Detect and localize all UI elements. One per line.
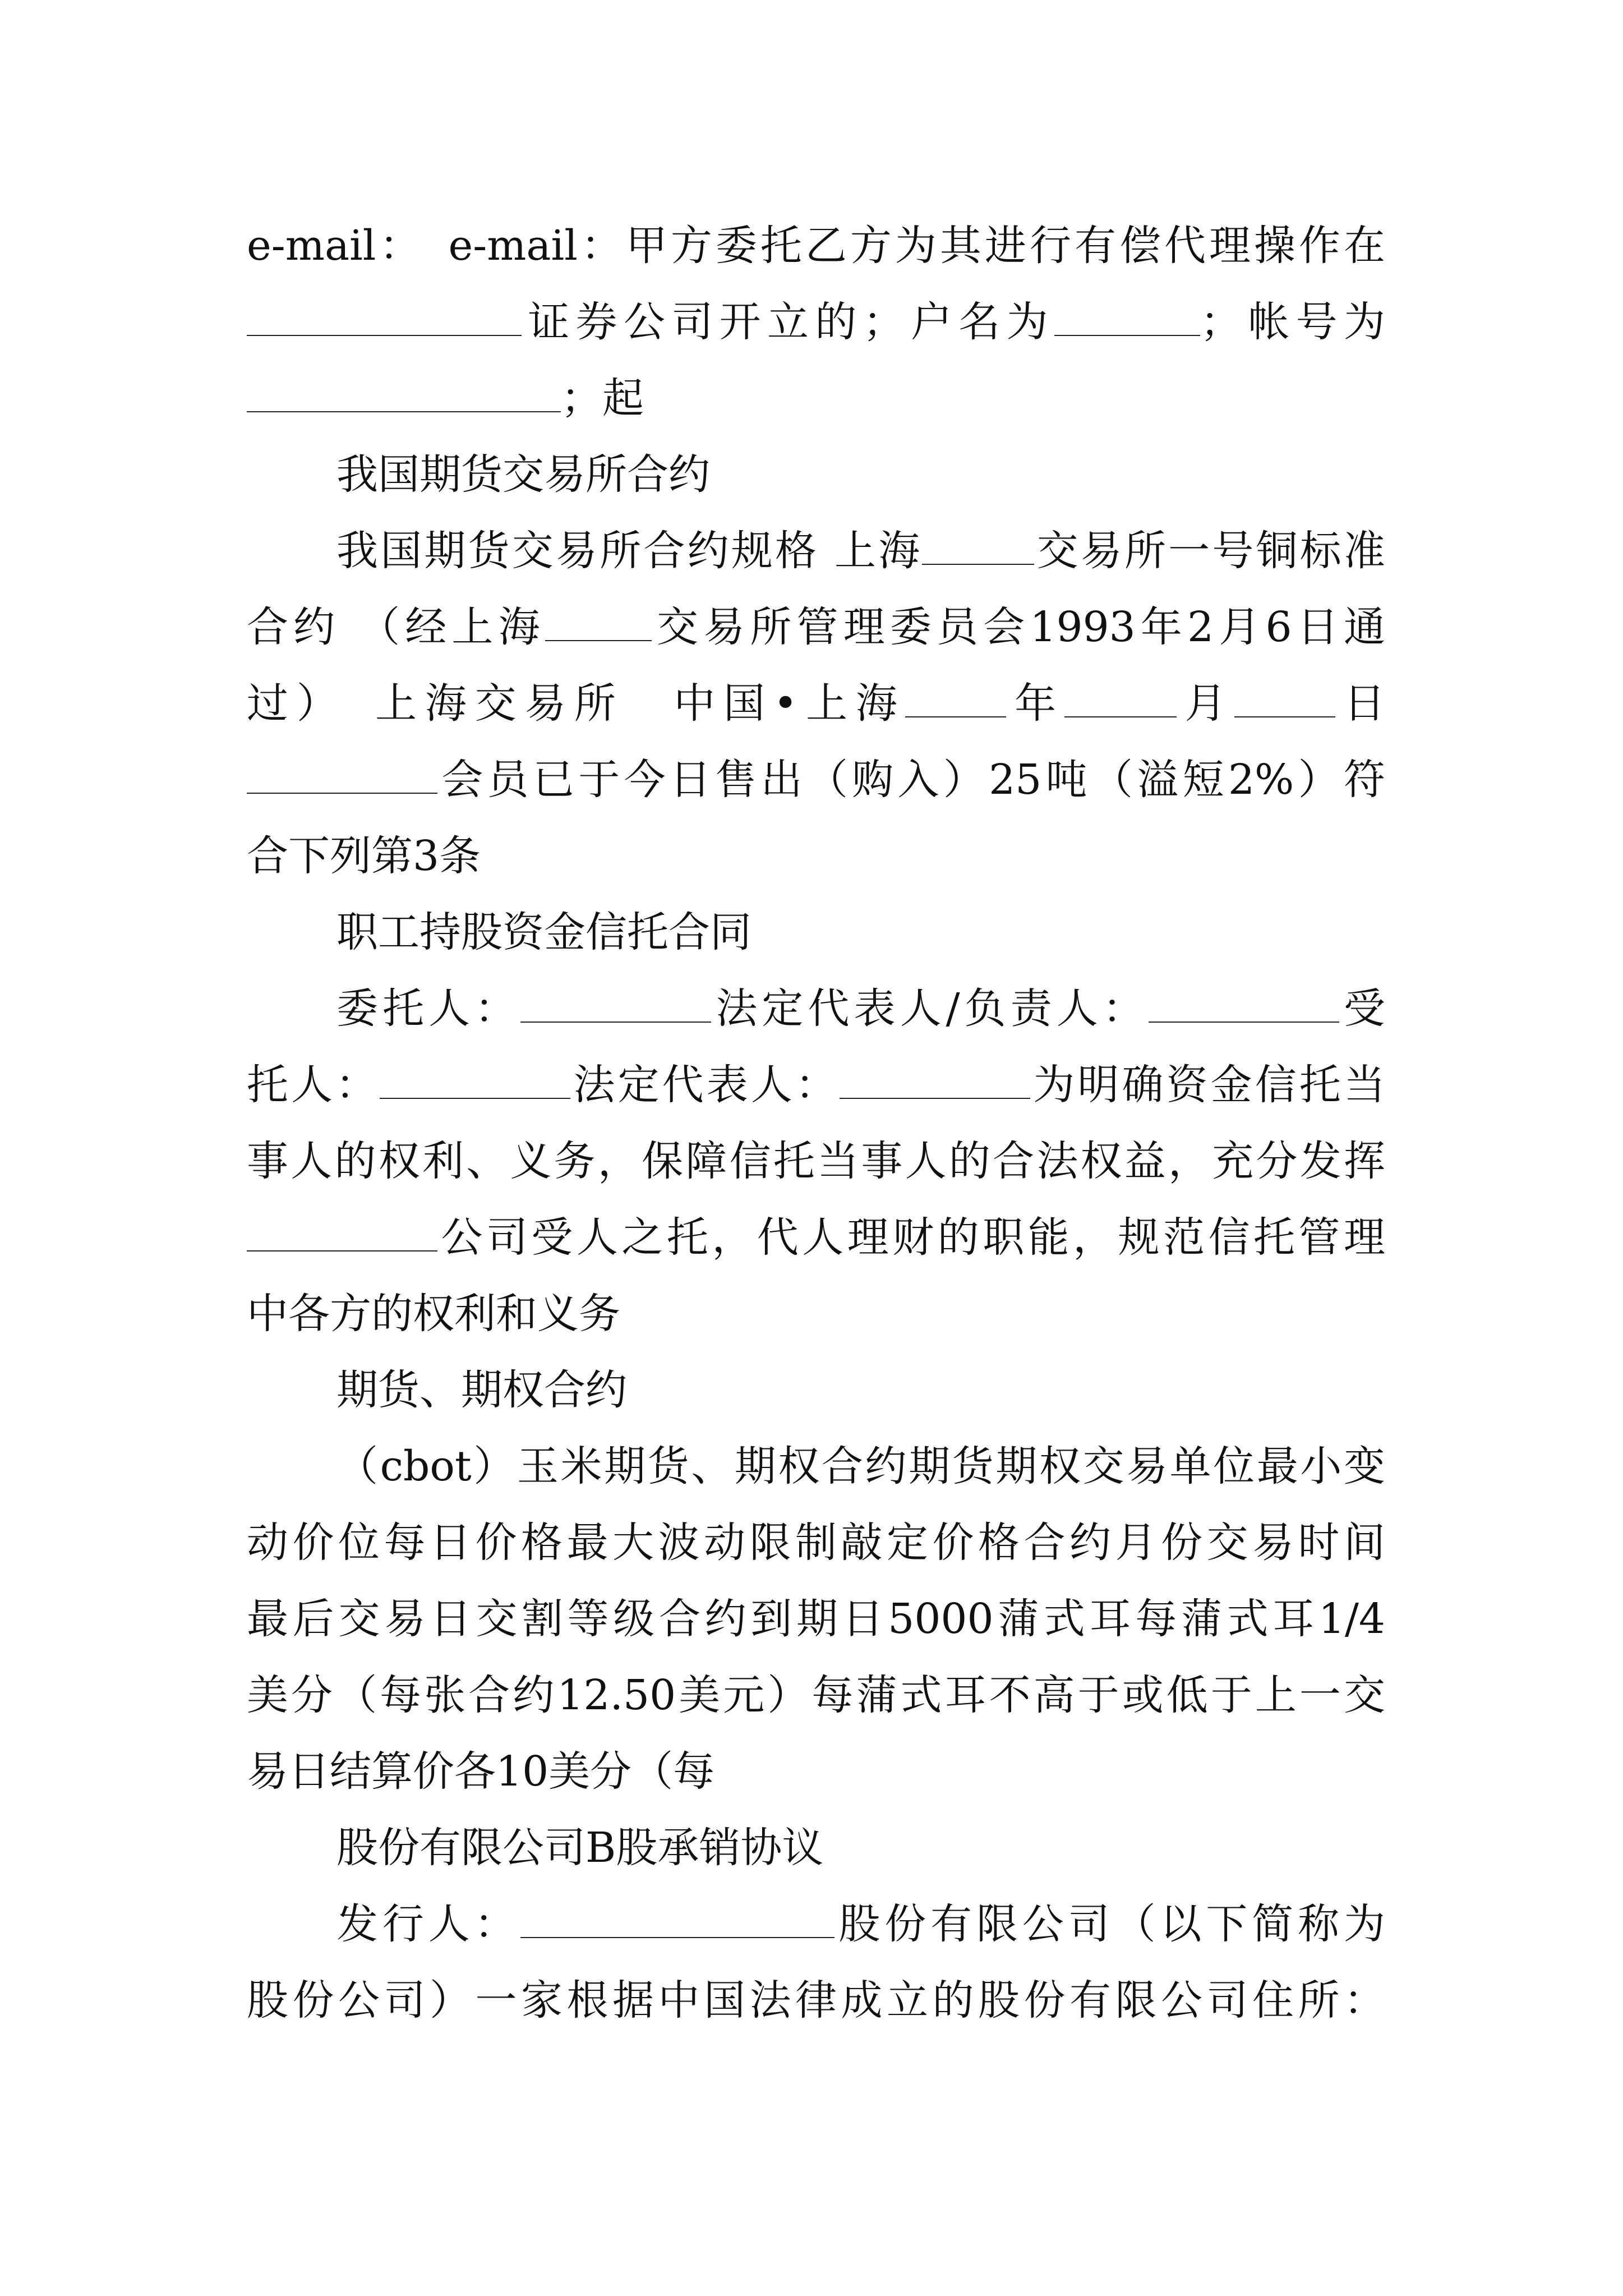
text-line: 事人的权利、义务，保障信托当事人的合法权益，充分发挥 xyxy=(247,1137,1385,1185)
blank-field xyxy=(380,1064,570,1099)
blank-field xyxy=(1149,988,1339,1023)
section-heading: 股份有限公司B股承销协议 xyxy=(336,1824,824,1872)
blank-field xyxy=(520,988,711,1023)
blank-field xyxy=(520,1903,834,1938)
text-line: 股份公司）一家根据中国法律成立的股份有限公司住所： xyxy=(247,1976,1385,2024)
text-line: 公司受人之托，代人理财的职能，规范信托管理 xyxy=(247,1199,1385,1276)
blank-field xyxy=(1054,301,1200,336)
section-heading: 我国期货交易所合约 xyxy=(336,450,710,499)
blank-field xyxy=(247,1217,437,1251)
text-line: ；起 xyxy=(247,360,1385,436)
text-line: 会员已于今日售出（购入）25吨（溢短2%）符 xyxy=(247,742,1385,818)
text-line: 合下列第3条 xyxy=(247,832,481,880)
text-line: 最后交易日交割等级合约到期日5000蒲式耳每蒲式耳1/4 xyxy=(247,1595,1385,1643)
text-line: 委托人： 法定代表人/负责人： 受 xyxy=(336,984,1385,1033)
blank-field xyxy=(247,759,437,794)
text-line: 我国期货交易所合约规格 上海 交易所一号铜标准 xyxy=(336,527,1385,575)
section-heading: 期货、期权合约 xyxy=(336,1366,627,1414)
text-line: 合约 （经上海 交易所管理委员会1993年2月6日通 xyxy=(247,603,1385,651)
text-line: 发行人： 股份有限公司（以下简称为 xyxy=(336,1900,1385,1948)
text-line: 托人： 法定代表人： 为明确资金信托当 xyxy=(247,1061,1385,1109)
text-line: 过） 上海交易所 中国•上海 年 月 日 xyxy=(247,679,1385,728)
text-line: 易日结算价各10美分（每 xyxy=(247,1747,715,1796)
blank-field xyxy=(1064,683,1177,717)
blank-field xyxy=(247,301,522,336)
text-line: 证券公司开立的；户名为 ；帐号为 xyxy=(247,284,1385,360)
text-line: （cbot）玉米期货、期权合约期货期权交易单位最小变 xyxy=(336,1442,1385,1490)
text-line: e-mail： e-mail：甲方委托乙方为其进行有偿代理操作在 xyxy=(247,222,1385,270)
blank-field xyxy=(1234,683,1335,717)
blank-field xyxy=(840,1064,1030,1099)
text-line: 动价位每日价格最大波动限制敲定价格合约月份交易时间 xyxy=(247,1519,1385,1567)
blank-field xyxy=(922,530,1034,565)
blank-field xyxy=(247,378,561,412)
section-heading: 职工持股资金信托合同 xyxy=(336,908,751,956)
blank-field xyxy=(545,606,652,641)
text-line: 中各方的权利和义务 xyxy=(247,1290,620,1338)
blank-field xyxy=(905,683,1006,717)
text-line: 美分（每张合约12.50美元）每蒲式耳不高于或低于上一交 xyxy=(247,1671,1385,1719)
